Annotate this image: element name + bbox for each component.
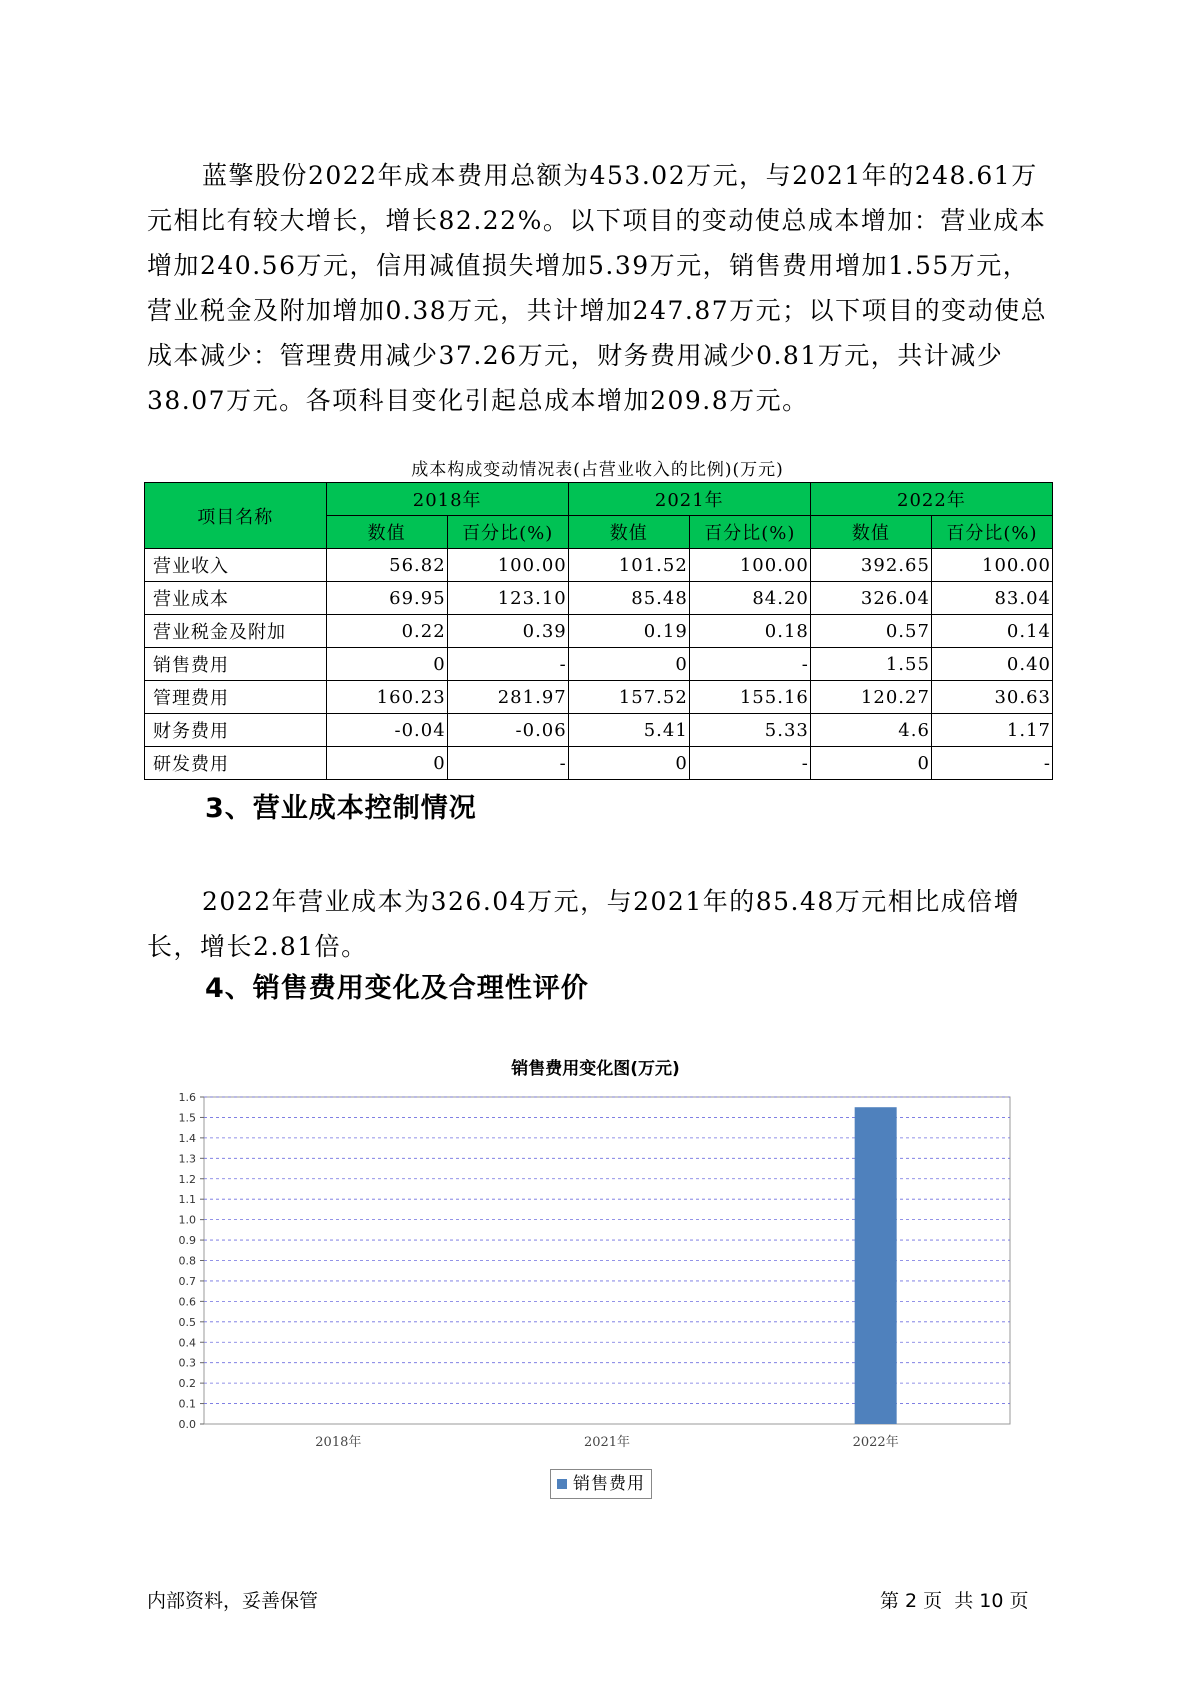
footer-page-number: 第 2 页 共 10 页	[880, 1590, 1029, 1612]
y-tick-label: 0.9	[178, 1234, 196, 1248]
value-cell: -0.04	[326, 714, 447, 747]
x-tick-label: 2018年	[315, 1435, 362, 1450]
table-header-year: 2021年	[568, 483, 810, 516]
y-tick-label: 1.6	[178, 1091, 196, 1104]
value-cell: 392.65	[810, 549, 931, 582]
y-tick-label: 1.1	[178, 1193, 196, 1207]
legend-swatch	[557, 1479, 567, 1489]
table-header-value: 数值	[568, 516, 689, 549]
pct-cell: -0.06	[447, 714, 568, 747]
value-cell: 0.22	[326, 615, 447, 648]
pct-cell: -	[689, 747, 810, 780]
value-cell: 69.95	[326, 582, 447, 615]
pct-cell: -	[447, 747, 568, 780]
pct-cell: 0.40	[931, 648, 1052, 681]
value-cell: 0	[326, 648, 447, 681]
value-cell: 5.41	[568, 714, 689, 747]
pct-cell: 0.14	[931, 615, 1052, 648]
y-tick-label: 0.8	[178, 1254, 196, 1268]
value-cell: 85.48	[568, 582, 689, 615]
value-cell: 326.04	[810, 582, 931, 615]
row-label: 销售费用	[145, 648, 327, 681]
pct-cell: 0.39	[447, 615, 568, 648]
value-cell: 160.23	[326, 681, 447, 714]
footer-confidential: 内部资料，妥善保管	[147, 1590, 319, 1612]
value-cell: 4.6	[810, 714, 931, 747]
y-tick-label: 0.0	[178, 1418, 196, 1431]
pct-cell: 281.97	[447, 681, 568, 714]
section-3-text: 2022年营业成本为326.04万元，与2021年的85.48万元相比成倍增长，增长2.81倍。	[147, 887, 1021, 961]
y-tick-label: 1.2	[178, 1172, 196, 1186]
value-cell: 1.55	[810, 648, 931, 681]
row-label: 营业收入	[145, 549, 327, 582]
bar	[855, 1107, 897, 1424]
value-cell: 0	[568, 747, 689, 780]
value-cell: 56.82	[326, 549, 447, 582]
y-tick-label: 0.3	[178, 1356, 196, 1370]
x-tick-label: 2021年	[583, 1435, 631, 1450]
value-cell: 0	[326, 747, 447, 780]
value-cell: 0.19	[568, 615, 689, 648]
legend-label: 销售费用	[573, 1474, 645, 1494]
y-tick-label: 0.4	[178, 1336, 196, 1350]
row-label: 营业成本	[145, 582, 327, 615]
y-tick-label: 0.2	[178, 1377, 196, 1391]
value-cell: 101.52	[568, 549, 689, 582]
y-tick-label: 0.7	[178, 1274, 196, 1288]
table-header-item: 项目名称	[145, 483, 327, 549]
value-cell: 120.27	[810, 681, 931, 714]
row-label: 管理费用	[145, 681, 327, 714]
table-header-value: 数值	[810, 516, 931, 549]
row-label: 营业税金及附加	[145, 615, 327, 648]
table-caption: 成本构成变动情况表(占营业收入的比例)(万元)	[411, 460, 784, 480]
pct-cell: -	[931, 747, 1052, 780]
pct-cell: 100.00	[689, 549, 810, 582]
pct-cell: 1.17	[931, 714, 1052, 747]
value-cell: 157.52	[568, 681, 689, 714]
pct-cell: 84.20	[689, 582, 810, 615]
y-tick-label: 1.5	[178, 1111, 196, 1125]
intro-paragraph-text: 蓝擎股份2022年成本费用总额为453.02万元，与2021年的248.61万元相比有较大增长，增长82.22%。以下项目的变动使总成本增加：营业成本增加240.56万元，信用减值损失增加5.39万元，销售费用增加1.55万元，营业税金及附加增加0.38万元，共计增加247.87万元；以下项目的变动使总成本减少：管理费用减少37.26万元，财务费用减少0.81万元，共计减少38.07万元。各项科目变化引起总成本增加209.8万元。	[147, 161, 1048, 415]
pct-cell: -	[447, 648, 568, 681]
table-header-year: 2022年	[810, 483, 1052, 516]
table-header-year: 2018年	[326, 483, 568, 516]
pct-cell: -	[689, 648, 810, 681]
y-tick-label: 0.6	[178, 1295, 196, 1309]
pct-cell: 100.00	[931, 549, 1052, 582]
y-tick-label: 0.1	[178, 1397, 196, 1411]
table-header-pct: 百分比(%)	[689, 516, 810, 549]
pct-cell: 30.63	[931, 681, 1052, 714]
pct-cell: 100.00	[447, 549, 568, 582]
table-header-pct: 百分比(%)	[931, 516, 1052, 549]
y-tick-label: 1.0	[178, 1213, 196, 1227]
pct-cell: 83.04	[931, 582, 1052, 615]
y-tick-label: 1.3	[178, 1152, 196, 1166]
chart-legend	[550, 1469, 652, 1499]
section-4-heading: 4、销售费用变化及合理性评价	[205, 973, 589, 1004]
chart-title: 销售费用变化图(万元)	[511, 1059, 680, 1079]
table-header-pct: 百分比(%)	[447, 516, 568, 549]
pct-cell: 123.10	[447, 582, 568, 615]
pct-cell: 155.16	[689, 681, 810, 714]
x-tick-label: 2022年	[852, 1435, 899, 1450]
pct-cell: 0.18	[689, 615, 810, 648]
y-tick-label: 0.5	[178, 1315, 196, 1329]
table-header-value: 数值	[326, 516, 447, 549]
value-cell: 0	[810, 747, 931, 780]
pct-cell: 5.33	[689, 714, 810, 747]
row-label: 研发费用	[145, 747, 327, 780]
value-cell: 0	[568, 648, 689, 681]
section-3-heading: 3、营业成本控制情况	[205, 793, 477, 824]
value-cell: 0.57	[810, 615, 931, 648]
y-tick-label: 1.4	[178, 1131, 196, 1145]
row-label: 财务费用	[145, 714, 327, 747]
